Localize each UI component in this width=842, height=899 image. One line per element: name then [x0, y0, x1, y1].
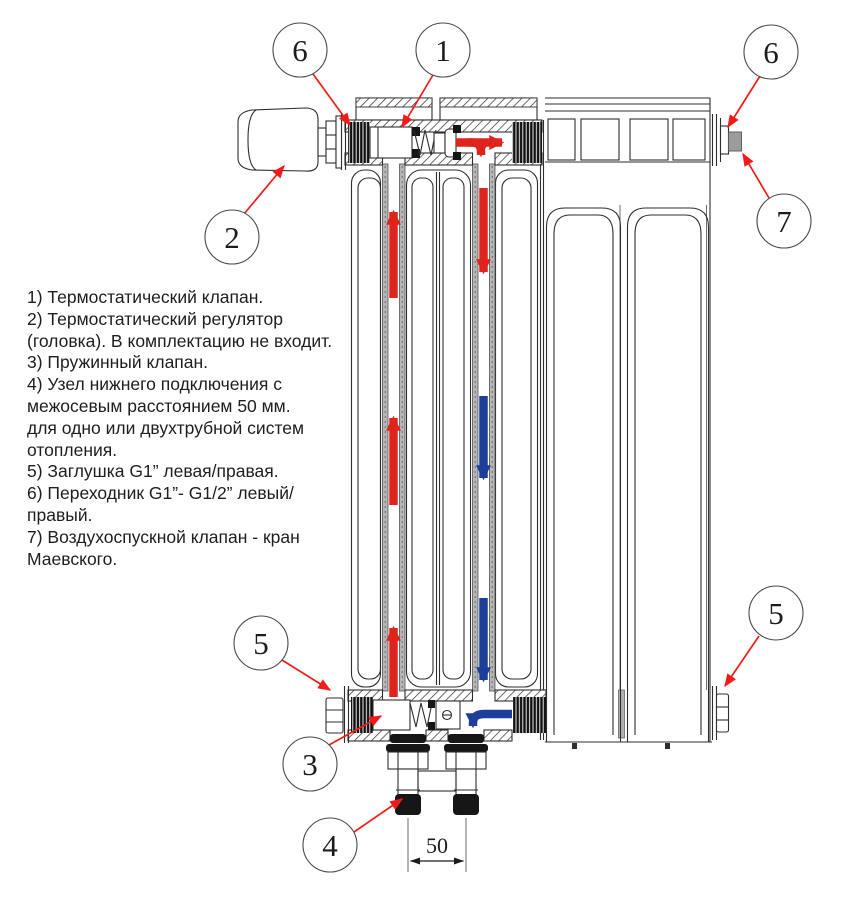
svg-text:2: 2: [224, 220, 240, 255]
plug-g1-left: [326, 686, 349, 743]
thread-adapter-left: [348, 122, 370, 163]
foot-tick: [665, 743, 670, 749]
svg-text:6: 6: [292, 33, 308, 68]
bottom-connection-unit: [388, 752, 486, 815]
svg-text:6: 6: [763, 35, 779, 70]
air-vent-mayevsky: [729, 132, 742, 151]
svg-text:7: 7: [776, 204, 792, 239]
legend-line: (головка). В комплектацию не входит.: [27, 330, 333, 351]
top-header: [342, 98, 543, 170]
dimension-value: 50: [426, 833, 448, 858]
callout-4: [303, 799, 402, 872]
legend-line: 6) Переходник G1”- G1/2” левый/: [27, 483, 294, 504]
thermostatic-head: [238, 108, 342, 171]
thread-right: [512, 122, 542, 163]
thread-left-bottom: [351, 697, 373, 733]
legend-line: для одно или двухтрубной систем: [27, 417, 305, 438]
plug-g1-right: [713, 686, 729, 740]
adapter-g1-g12-right: [713, 114, 729, 166]
legend-line: отопления.: [27, 439, 118, 460]
legend-line: Маевского.: [27, 548, 118, 569]
radiator-outline-sections: [545, 98, 742, 749]
legend-line: 2) Термостатический регулятор: [27, 308, 283, 329]
thread-right-bottom: [513, 697, 546, 733]
bottom-header: [326, 686, 546, 752]
water-channels: [383, 164, 496, 691]
legend-line: 3) Пружинный клапан.: [27, 352, 209, 373]
svg-text:5: 5: [253, 626, 269, 661]
thermostatic-valve: [370, 125, 461, 160]
svg-text:1: 1: [435, 33, 451, 68]
radiator-sectioned-fins: [352, 120, 544, 740]
legend-line: 4) Узел нижнего подключения с: [27, 374, 282, 395]
callout-2: [205, 166, 284, 264]
callout-5-bottom-right: [725, 586, 803, 686]
callout-6-top-right: [728, 25, 798, 127]
callout-5-bottom-left: [234, 616, 330, 690]
coupling-nut-right: [453, 794, 479, 815]
legend-line: 1) Термостатический клапан.: [27, 287, 264, 307]
section-joint-column: [619, 690, 625, 738]
legend-line: 7) Воздухоспускной клапан - кран: [27, 526, 300, 547]
dimension-50: [408, 818, 466, 872]
svg-text:4: 4: [322, 828, 338, 863]
foot-tick: [572, 743, 577, 749]
svg-text:3: 3: [302, 747, 318, 782]
svg-text:5: 5: [768, 596, 784, 631]
legend-line: правый.: [27, 504, 93, 525]
legend-line: межосевым расстоянием 50 мм.: [27, 395, 291, 416]
coupling-nut-left: [395, 794, 421, 815]
legend-line: 5) Заглушка G1” левая/правая.: [27, 461, 279, 482]
callout-7: [743, 154, 811, 248]
spring-valve: [373, 700, 460, 730]
